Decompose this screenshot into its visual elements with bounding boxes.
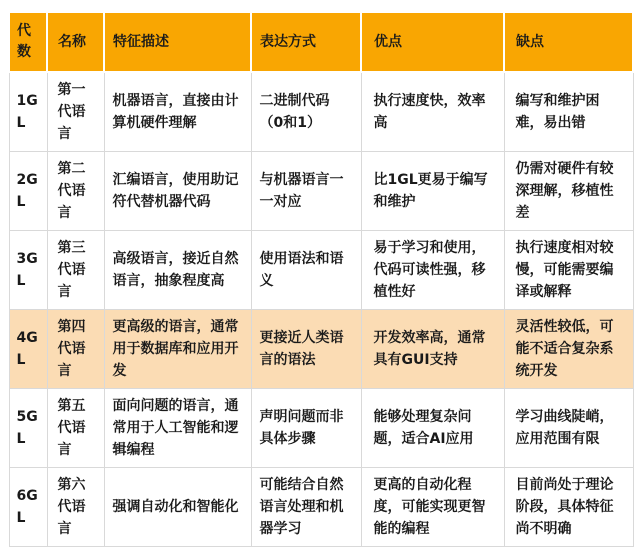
cell-description: 机器语言，直接由计算机硬件理解 [104,72,251,152]
cell-description: 强调自动化和智能化 [104,468,251,547]
cell-advantages: 开发效率高，通常具有GUI支持 [361,310,504,389]
cell-expression: 声明问题而非具体步骤 [251,389,361,468]
column-header-advantages: 优点 [361,12,504,72]
cell-description: 面向问题的语言，通常用于人工智能和逻辑编程 [104,389,251,468]
cell-name: 第六代语言 [47,468,104,547]
table-row-6gl [9,468,633,547]
cell-name: 第五代语言 [47,389,104,468]
table-row-4gl-highlighted [9,310,633,389]
cell-name: 第二代语言 [47,152,104,231]
cell-advantages: 比1GL更易于编写和维护 [361,152,504,231]
column-header-generation: 代数 [9,12,47,72]
cell-generation: 5GL [9,389,47,468]
cell-generation: 2GL [9,152,47,231]
cell-disadvantages: 仍需对硬件有较深理解，移植性差 [504,152,633,231]
column-header-disadvantages: 缺点 [504,12,633,72]
cell-expression: 与机器语言一一对应 [251,152,361,231]
cell-name: 第一代语言 [47,72,104,152]
cell-disadvantages: 学习曲线陡峭，应用范围有限 [504,389,633,468]
cell-expression: 更接近人类语言的语法 [251,310,361,389]
table-row-2gl [9,152,633,231]
header-row [9,12,633,72]
cell-advantages: 执行速度快，效率高 [361,72,504,152]
language-generations-table [8,11,634,547]
cell-generation: 3GL [9,231,47,310]
cell-expression: 使用语法和语义 [251,231,361,310]
cell-expression: 可能结合自然语言处理和机器学习 [251,468,361,547]
cell-name: 第四代语言 [47,310,104,389]
cell-description: 高级语言，接近自然语言，抽象程度高 [104,231,251,310]
cell-generation: 1GL [9,72,47,152]
cell-description: 汇编语言，使用助记符代替机器代码 [104,152,251,231]
cell-name: 第三代语言 [47,231,104,310]
cell-expression: 二进制代码（0和1） [251,72,361,152]
table-row-3gl [9,231,633,310]
table-row-5gl [9,389,633,468]
cell-advantages: 易于学习和使用，代码可读性强，移植性好 [361,231,504,310]
cell-advantages: 能够处理复杂问题，适合AI应用 [361,389,504,468]
cell-generation: 4GL [9,310,47,389]
cell-description: 更高级的语言，通常用于数据库和应用开发 [104,310,251,389]
column-header-name: 名称 [47,12,104,72]
cell-disadvantages: 目前尚处于理论阶段，具体特征尚不明确 [504,468,633,547]
column-header-expression: 表达方式 [251,12,361,72]
column-header-description: 特征描述 [104,12,251,72]
cell-disadvantages: 编写和维护困难，易出错 [504,72,633,152]
cell-disadvantages: 灵活性较低，可能不适合复杂系统开发 [504,310,633,389]
cell-advantages: 更高的自动化程度，可能实现更智能的编程 [361,468,504,547]
table-row-1gl [9,72,633,152]
cell-disadvantages: 执行速度相对较慢，可能需要编译或解释 [504,231,633,310]
cell-generation: 6GL [9,468,47,547]
